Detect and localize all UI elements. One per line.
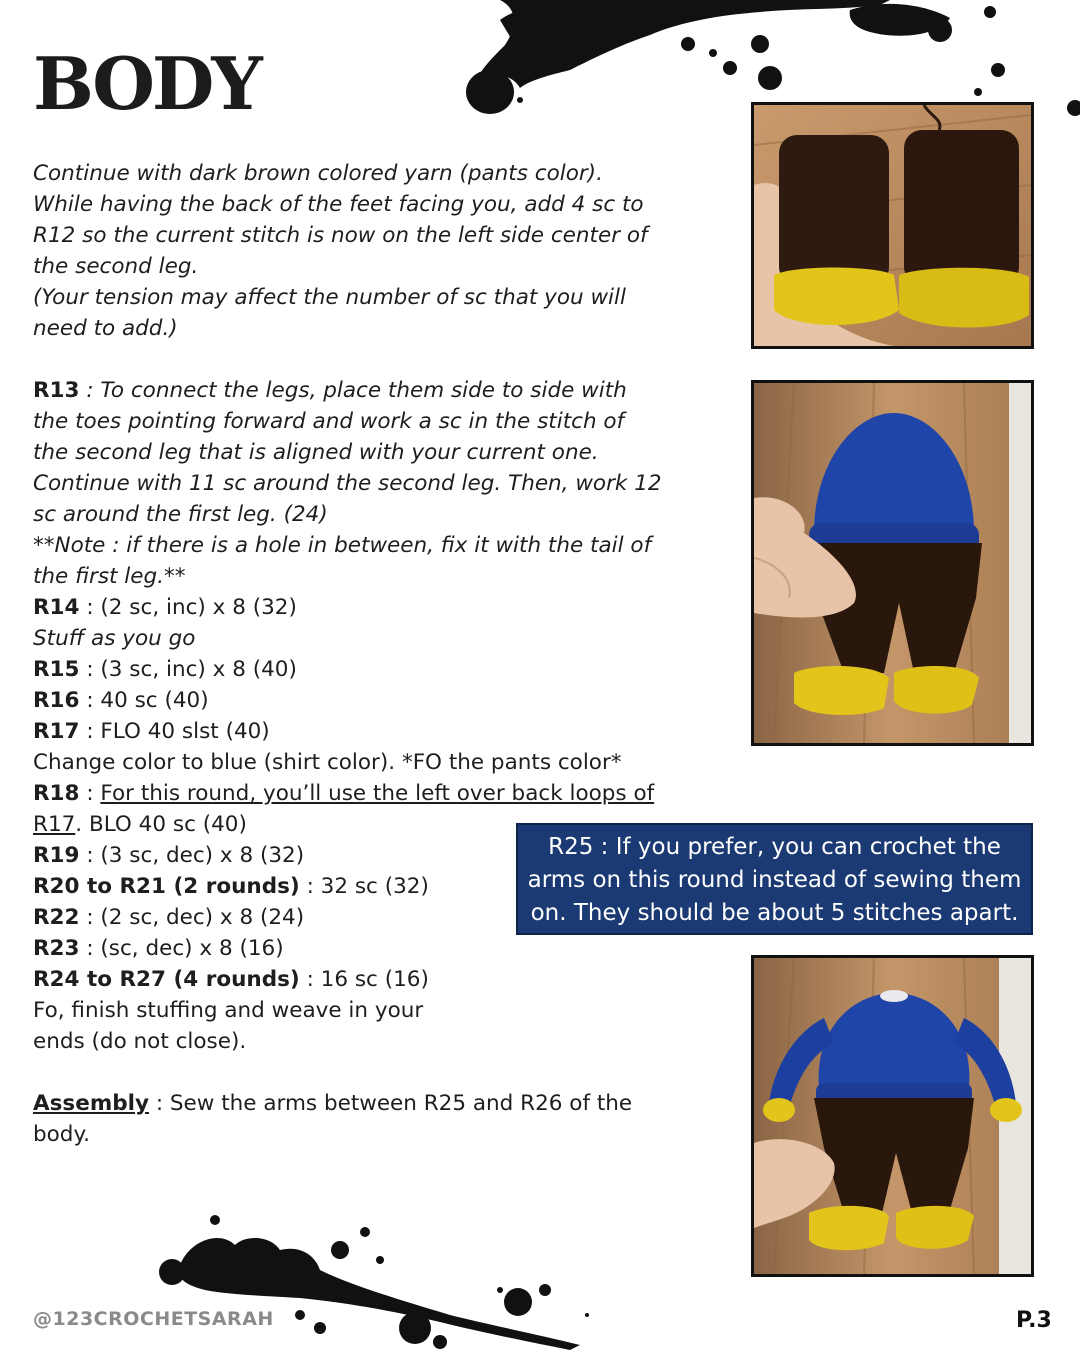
- callout-line: arms on this round instead of sewing them: [527, 867, 1022, 893]
- intro-line: R12 so the current stitch is now on the left side center of: [33, 223, 648, 248]
- round-r14: [33, 592, 733, 623]
- callout-line: on. They should be about 5 stitches apart.: [530, 900, 1019, 926]
- round-text: : FLO 40 slst (40): [79, 719, 270, 744]
- round-label: R23: [33, 936, 80, 961]
- callout-line: R25 : If you prefer, you can crochet the: [548, 834, 1001, 860]
- round-label: R19: [33, 843, 80, 868]
- photo-legs: [751, 102, 1034, 349]
- assembly-text: : Sew the arms between R25 and R26 of the: [149, 1091, 633, 1116]
- round-text-underlined: R17: [33, 812, 76, 837]
- intro-line: need to add.): [33, 316, 178, 341]
- tip-callout: [516, 823, 1033, 935]
- color-change-note: Change color to blue (shirt color). *FO the pants color*: [33, 750, 622, 775]
- round-text: : To connect the legs, place them side to side with: [79, 378, 627, 403]
- round-label: R17: [33, 719, 80, 744]
- round-text: the toes pointing forward and work a sc in the stitch of: [33, 409, 625, 434]
- round-text: : (2 sc, dec) x 8 (24): [79, 905, 305, 930]
- round-r24-r27: [33, 964, 733, 995]
- round-label: R18: [33, 781, 80, 806]
- assembly-text: body.: [33, 1122, 90, 1147]
- round-text: : 32 sc (32): [299, 874, 429, 899]
- round-text: : 16 sc (16): [299, 967, 429, 992]
- page-number: P.3: [1016, 1308, 1052, 1333]
- intro-line: (Your tension may affect the number of sc that you will: [33, 285, 626, 310]
- spacer: [33, 1057, 733, 1088]
- round-text: : (3 sc, dec) x 8 (32): [79, 843, 305, 868]
- round-label: R13: [33, 378, 80, 403]
- round-text: : (2 sc, inc) x 8 (32): [79, 595, 297, 620]
- intro-line: Continue with dark brown colored yarn (pants color).: [33, 161, 603, 186]
- round-text: : (3 sc, inc) x 8 (40): [79, 657, 297, 682]
- round-r13: [33, 375, 733, 406]
- round-label: R22: [33, 905, 80, 930]
- page-title: BODY: [33, 41, 260, 126]
- finish-text: ends (do not close).: [33, 1029, 247, 1054]
- round-r15: [33, 654, 733, 685]
- round-label: R16: [33, 688, 80, 713]
- photo-body-with-pants: [751, 380, 1034, 746]
- stuff-note: Stuff as you go: [33, 626, 196, 651]
- round-text: sc around the first leg. (24): [33, 502, 328, 527]
- round-separator: :: [79, 781, 101, 806]
- round-text-underlined: For this round, you’ll use the left over back loops of: [100, 781, 655, 806]
- round-text: the second leg that is aligned with your current one.: [33, 440, 599, 465]
- note-text: the first leg.**: [33, 564, 186, 589]
- assembly-label: Assembly: [33, 1091, 149, 1116]
- round-r18: [33, 778, 733, 809]
- round-label: R20 to R21 (2 rounds): [33, 874, 300, 899]
- round-text: : 40 sc (40): [79, 688, 209, 713]
- intro-paragraph: [33, 158, 733, 344]
- round-label: R14: [33, 595, 80, 620]
- round-text: . BLO 40 sc (40): [75, 812, 247, 837]
- round-label: R15: [33, 657, 80, 682]
- assembly-instruction: [33, 1088, 733, 1119]
- intro-line: the second leg.: [33, 254, 199, 279]
- round-instructions: [33, 375, 733, 1150]
- round-text: : (sc, dec) x 8 (16): [79, 936, 284, 961]
- round-r17: [33, 716, 733, 747]
- round-text: Continue with 11 sc around the second leg. Then, work 12: [33, 471, 662, 496]
- note-text: **Note : if there is a hole in between, fix it with the tail of: [33, 533, 652, 558]
- photo-body-with-arms: [751, 955, 1034, 1277]
- round-label: R24 to R27 (4 rounds): [33, 967, 300, 992]
- intro-line: While having the back of the feet facing you, add 4 sc to: [33, 192, 644, 217]
- finish-text: Fo, finish stuffing and weave in your: [33, 998, 424, 1023]
- round-r16: [33, 685, 733, 716]
- author-handle: @123CROCHETSARAH: [33, 1308, 274, 1330]
- round-r23: [33, 933, 733, 964]
